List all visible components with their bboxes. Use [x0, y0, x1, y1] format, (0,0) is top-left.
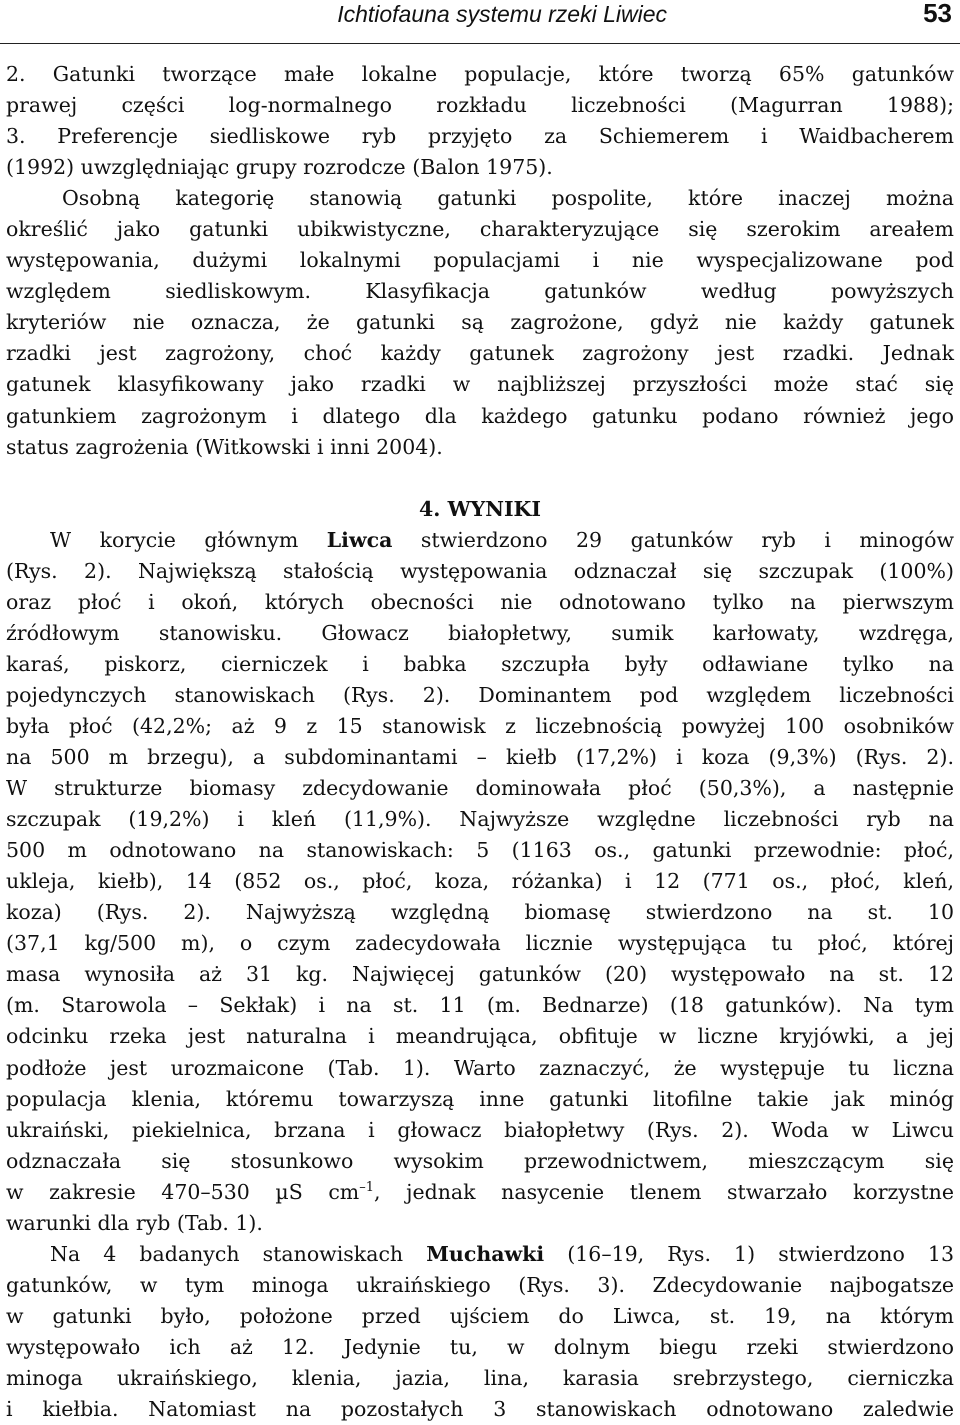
- text-line: na 500 m brzegu), a subdominantami – kiełb (17,2%) i koza (9,3%) (Rys. 2).: [6, 745, 954, 770]
- page-number: 53: [923, 0, 952, 28]
- text-run: (16–19, Rys. 1) stwierdzono 13: [544, 1241, 954, 1266]
- text-line: występowało ich aż 12. Jedynie tu, w dolnym biegu rzeki stwierdzono: [6, 1334, 954, 1359]
- text-line: pojedynczych stanowiskach (Rys. 2). Dominantem pod względem liczebności: [6, 682, 954, 707]
- text-line: gatunek klasyfikowany jako rzadki w najbliższej przyszłości może stać się: [6, 372, 954, 397]
- text-line: masa wynosiła aż 31 kg. Najwięcej gatunków (20) występowało na st. 12: [6, 962, 954, 987]
- river-name-muchawka: Muchawki: [426, 1241, 545, 1266]
- text-line: gatunkiem zagrożonym i dlatego dla każdego gatunku podano również jego: [6, 403, 954, 428]
- text-line: kryteriów nie oznacza, że gatunki są zagrożone, gdyż nie każdy gatunek: [6, 310, 954, 335]
- text-line: W strukturze biomasy zdecydowanie dominowała płoć (50,3%), a następnie: [6, 776, 954, 801]
- text-run: w zakresie 470–530 µS cm: [6, 1179, 360, 1204]
- text-line: [6, 1177, 954, 1208]
- text-line: populacja klenia, któremu towarzyszą inne gatunki litofilne takie jak minóg: [6, 1086, 954, 1111]
- text-line: (Rys. 2). Największą stałością występowania odznaczał się szczupak (100%): [6, 558, 954, 583]
- text-line: źródłowym stanowisku. Głowacz białopłetwy, sumik karłowaty, wzdręga,: [6, 620, 954, 645]
- running-header: [0, 0, 960, 44]
- text-line: karaś, piskorz, cierniczek i babka szczupła były odławiane tylko na: [6, 651, 954, 676]
- text-line: warunki dla ryb (Tab. 1).: [6, 1210, 263, 1235]
- text-line: występowania, dużymi lokalnymi populacjami i nie wyspecjalizowane pod: [6, 248, 954, 273]
- superscript: –1: [359, 1179, 375, 1195]
- text-line: (1992) uwzględniając grupy rozrodcze (Balon 1975).: [6, 155, 553, 180]
- text-line: Osobną kategorię stanowią gatunki pospolite, które inaczej można: [62, 186, 954, 211]
- text-line: określić jako gatunki ubikwistyczne, charakteryzujące się szerokim areałem: [6, 217, 954, 242]
- text-line: i kiełbia. Natomiast na pozostałych 3 stanowiskach odnotowano zaledwie: [6, 1397, 954, 1422]
- text-line: [6, 1239, 954, 1270]
- section-heading: 4. WYNIKI: [419, 496, 541, 521]
- text-run: W korycie głównym: [50, 527, 327, 552]
- journal-running-title: Ichtiofauna systemu rzeki Liwiec: [337, 1, 667, 27]
- text-line: odznaczała się stosunkowo wysokim przewodnictwem, mieszczącym się: [6, 1148, 954, 1173]
- text-line: odcinku rzeka jest naturalna i meandrująca, obfituje w liczne kryjówki, a jej: [6, 1024, 954, 1049]
- text-line: 500 m odnotowano na stanowiskach: 5 (1163 os., gatunki przewodnie: płoć,: [6, 838, 954, 863]
- text-line: minoga ukraińskiego, klenia, jazia, lina, karasia srebrzystego, cierniczka: [6, 1365, 954, 1390]
- text-line: gatunków, w tym minoga ukraińskiego (Rys. 3). Zdecydowanie najbogatsze: [6, 1272, 954, 1297]
- text-run: Na 4 badanych stanowiskach: [50, 1241, 427, 1266]
- text-line: 3. Preferencje siedliskowe ryb przyjęto za Schiemerem i Waidbacherem: [6, 124, 954, 149]
- text-line: była płoć (42,2%; aż 9 z 15 stanowisk z liczebnością powyżej 100 osobników: [6, 713, 954, 738]
- text-line: ukraiński, piekielnica, brzana i głowacz białopłetwy (Rys. 2). Woda w Liwcu: [6, 1117, 954, 1142]
- text-line: [6, 525, 954, 556]
- text-line: koza) (Rys. 2). Najwyższą względną biomasę stwierdzono na st. 10: [6, 900, 954, 925]
- text-line: rzadki jest zagrożony, choć każdy gatunek zagrożony jest rzadki. Jednak: [6, 341, 954, 366]
- text-run: stwierdzono 29 gatunków ryb i minogów: [392, 527, 954, 552]
- body-text: [6, 59, 954, 1425]
- text-line: 2. Gatunki tworzące małe lokalne populacje, które tworzą 65% gatunków: [6, 62, 954, 86]
- text-line: oraz płoć i okoń, których obecności nie odnotowano tylko na pierwszym: [6, 589, 954, 614]
- text-line: status zagrożenia (Witkowski i inni 2004).: [6, 434, 443, 459]
- text-line: szczupak (19,2%) i kleń (11,9%). Najwyższe względne liczebności ryb na: [6, 807, 954, 832]
- text-line: w gatunki było, położone przed ujściem do Liwca, st. 19, na którym: [6, 1303, 954, 1328]
- text-line: względem siedliskowym. Klasyfikacja gatunków według powyższych: [6, 279, 954, 304]
- section-gap: [6, 463, 954, 494]
- text-line: podłoże jest urozmaicone (Tab. 1). Warto zaznaczyć, że występuje tu liczna: [6, 1055, 954, 1080]
- text-run: , jednak nasycenie tlenem stwarzało korzystne: [374, 1179, 954, 1204]
- text-line: prawej części log-normalnego rozkładu liczebności (Magurran 1988);: [6, 93, 954, 118]
- river-name-liwiec: Liwca: [326, 527, 393, 552]
- text-line: (m. Starowola – Sekłak) i na st. 11 (m. Bednarze) (18 gatunków). Na tym: [6, 993, 954, 1018]
- text-line: (37,1 kg/500 m), o czym zadecydowała licznie występująca tu płoć, której: [6, 931, 954, 956]
- text-line: ukleja, kiełb), 14 (852 os., płoć, koza, różanka) i 12 (771 os., płoć, kleń,: [6, 869, 954, 894]
